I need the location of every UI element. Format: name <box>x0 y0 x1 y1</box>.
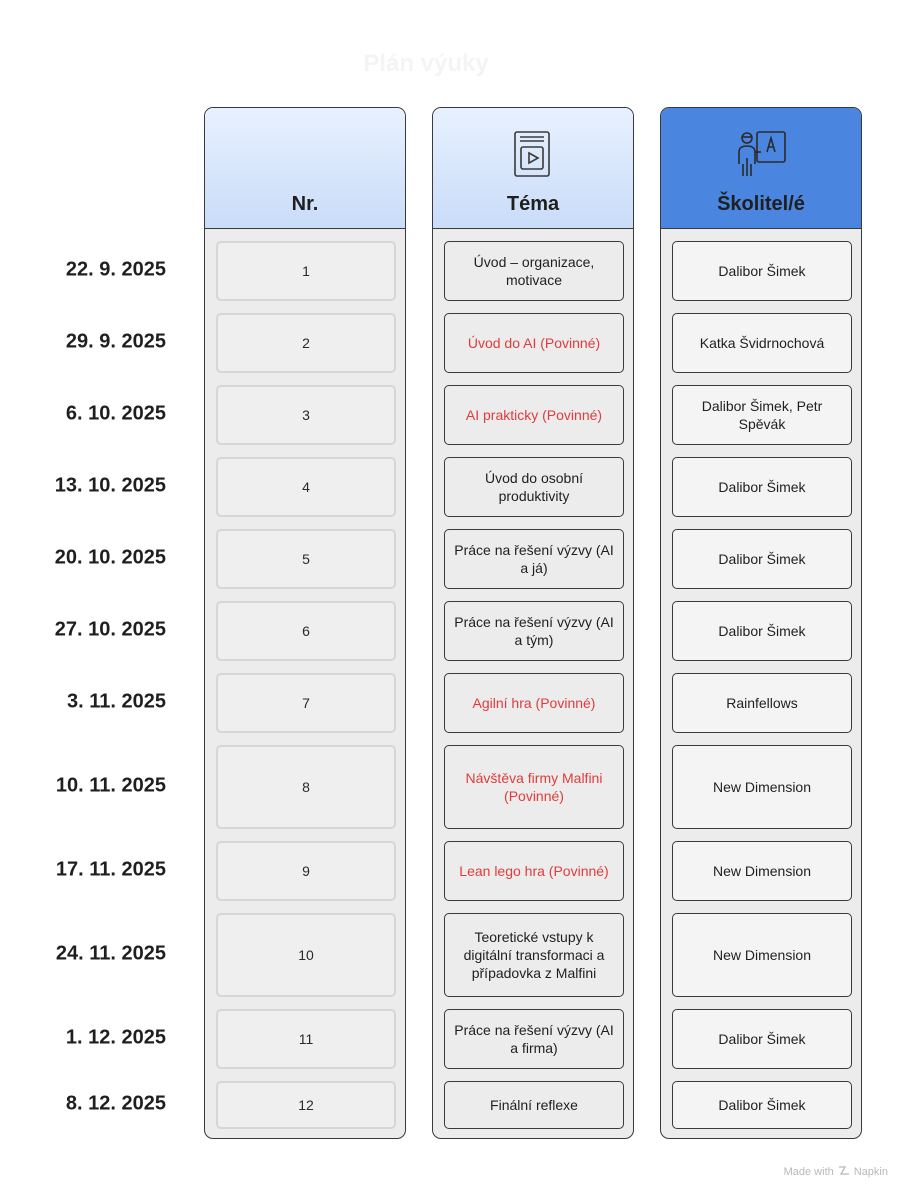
date-label: 6. 10. 2025 <box>65 402 166 425</box>
napkin-logo-icon <box>838 1165 850 1179</box>
topic-cell: Práce na řešení výzvy (AI a firma) <box>444 1009 624 1069</box>
date-label: 29. 9. 2025 <box>65 330 166 353</box>
column-trainer-label: Školitel/é <box>717 193 805 215</box>
trainer-cell: Dalibor Šimek <box>672 1081 852 1129</box>
topic-cell: Úvod – organizace, motivace <box>444 241 624 301</box>
lesson-number-cell: 4 <box>216 457 396 517</box>
trainer-cell: Dalibor Šimek <box>672 457 852 517</box>
lesson-number-cell: 12 <box>216 1081 396 1129</box>
lesson-number-cell: 7 <box>216 673 396 733</box>
topic-cell: Teoretické vstupy k digitální transformaci a případovka z Malfini <box>444 913 624 997</box>
trainer-cell: Dalibor Šimek <box>672 601 852 661</box>
column-nr-header <box>205 108 405 229</box>
date-label: 24. 11. 2025 <box>55 942 166 965</box>
lesson-number-cell: 9 <box>216 841 396 901</box>
topic-cell: Práce na řešení výzvy (AI a tým) <box>444 601 624 661</box>
topic-cell: Práce na řešení výzvy (AI a já) <box>444 529 624 589</box>
date-label: 13. 10. 2025 <box>54 474 166 497</box>
topic-cell: AI prakticky (Povinné) <box>444 385 624 445</box>
footer-brand: Napkin <box>853 1166 888 1178</box>
topic-cell: Finální reflexe <box>444 1081 624 1129</box>
column-nr <box>204 107 406 1139</box>
footer-made-with: Made with <box>783 1166 834 1178</box>
date-label: 17. 11. 2025 <box>55 858 166 881</box>
column-topic-header <box>433 108 633 229</box>
column-trainer-header <box>661 108 861 229</box>
video-book-icon <box>512 130 554 185</box>
column-nr-label: Nr. <box>291 193 319 215</box>
trainer-cell: Dalibor Šimek <box>672 241 852 301</box>
trainer-cell: Dalibor Šimek <box>672 1009 852 1069</box>
date-label: 22. 9. 2025 <box>65 258 166 281</box>
lesson-number-cell: 2 <box>216 313 396 373</box>
date-label: 10. 11. 2025 <box>55 774 166 797</box>
lesson-number-cell: 1 <box>216 241 396 301</box>
trainer-cell: Dalibor Šimek, Petr Spěvák <box>672 385 852 445</box>
lesson-number-cell: 10 <box>216 913 396 997</box>
date-label: 8. 12. 2025 <box>65 1092 166 1115</box>
lesson-number-cell: 5 <box>216 529 396 589</box>
date-label: 3. 11. 2025 <box>67 690 166 713</box>
footer <box>784 1165 888 1179</box>
date-label: 27. 10. 2025 <box>54 618 166 641</box>
lesson-number-cell: 3 <box>216 385 396 445</box>
topic-cell: Návštěva firmy Malfini (Povinné) <box>444 745 624 829</box>
trainer-cell: Dalibor Šimek <box>672 529 852 589</box>
lesson-number-cell: 11 <box>216 1009 396 1069</box>
column-trainer <box>660 107 862 1139</box>
lesson-number-cell: 8 <box>216 745 396 829</box>
page-title: Plán výuky <box>363 50 489 77</box>
topic-cell: Úvod do AI (Povinné) <box>444 313 624 373</box>
trainer-cell: New Dimension <box>672 841 852 901</box>
trainer-cell: Katka Švidrnochová <box>672 313 852 373</box>
column-topic <box>432 107 634 1139</box>
topic-cell: Úvod do osobní produktivity <box>444 457 624 517</box>
date-label: 1. 12. 2025 <box>65 1026 166 1049</box>
trainer-cell: Rainfellows <box>672 673 852 733</box>
topic-cell: Agilní hra (Povinné) <box>444 673 624 733</box>
trainer-cell: New Dimension <box>672 745 852 829</box>
date-label: 20. 10. 2025 <box>54 546 166 569</box>
lesson-number-cell: 6 <box>216 601 396 661</box>
topic-cell: Lean lego hra (Povinné) <box>444 841 624 901</box>
trainer-cell: New Dimension <box>672 913 852 997</box>
teacher-board-icon <box>733 130 789 185</box>
column-topic-label: Téma <box>506 193 560 215</box>
